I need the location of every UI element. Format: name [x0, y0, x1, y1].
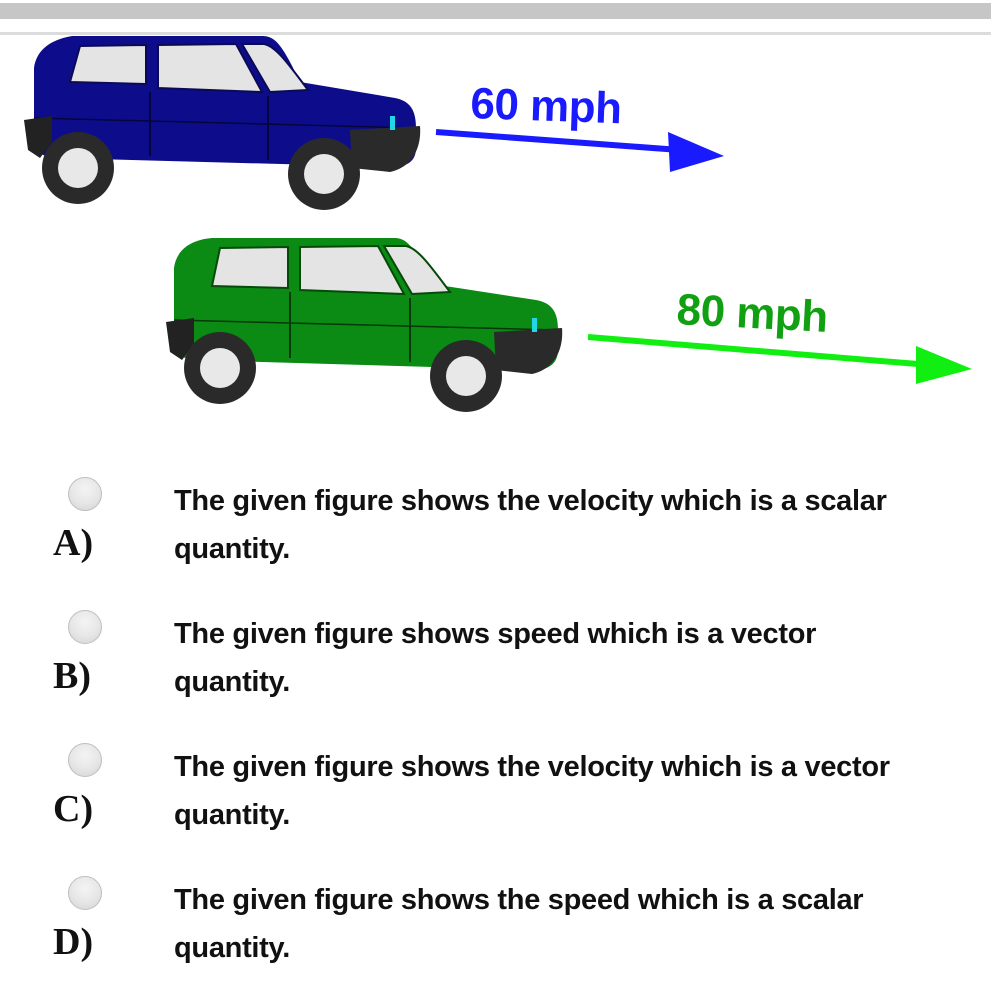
option-a-radio[interactable] — [68, 477, 102, 511]
option-d-text-line1: The given figure shows the speed which is a scalar — [174, 884, 864, 916]
cars-figure — [0, 0, 991, 440]
option-a-text-line2: quantity. — [174, 533, 290, 565]
option-c-radio[interactable] — [68, 743, 102, 777]
option-d-radio[interactable] — [68, 876, 102, 910]
option-d-letter: D) — [53, 921, 94, 963]
option-c-text-line2: quantity. — [174, 799, 290, 831]
option-a-letter: A) — [53, 522, 94, 564]
green-car-icon — [166, 238, 562, 412]
option-d-text — [174, 876, 974, 972]
option-b-letter: B) — [53, 655, 91, 697]
option-c[interactable] — [0, 743, 991, 853]
green-velocity-arrow-icon — [588, 337, 972, 384]
option-d[interactable] — [0, 876, 991, 986]
option-c-text — [174, 743, 974, 839]
blue-velocity-arrow-icon — [436, 132, 724, 172]
green-speed-label: 80 mph — [675, 285, 829, 342]
option-c-letter: C) — [53, 788, 94, 830]
option-b-text-line1: The given figure shows speed which is a vector — [174, 618, 817, 650]
option-b[interactable] — [0, 610, 991, 720]
blue-car-icon — [24, 36, 420, 210]
option-c-text-line1: The given figure shows the velocity which is a vector — [174, 751, 890, 783]
option-d-text-line2: quantity. — [174, 932, 290, 964]
blue-speed-label: 60 mph — [469, 79, 623, 134]
option-b-radio[interactable] — [68, 610, 102, 644]
option-b-text-line2: quantity. — [174, 666, 290, 698]
option-a-text — [174, 477, 974, 573]
option-a[interactable] — [0, 477, 991, 587]
option-b-text — [174, 610, 974, 706]
option-a-text-line1: The given figure shows the velocity which is a scalar — [174, 485, 887, 517]
